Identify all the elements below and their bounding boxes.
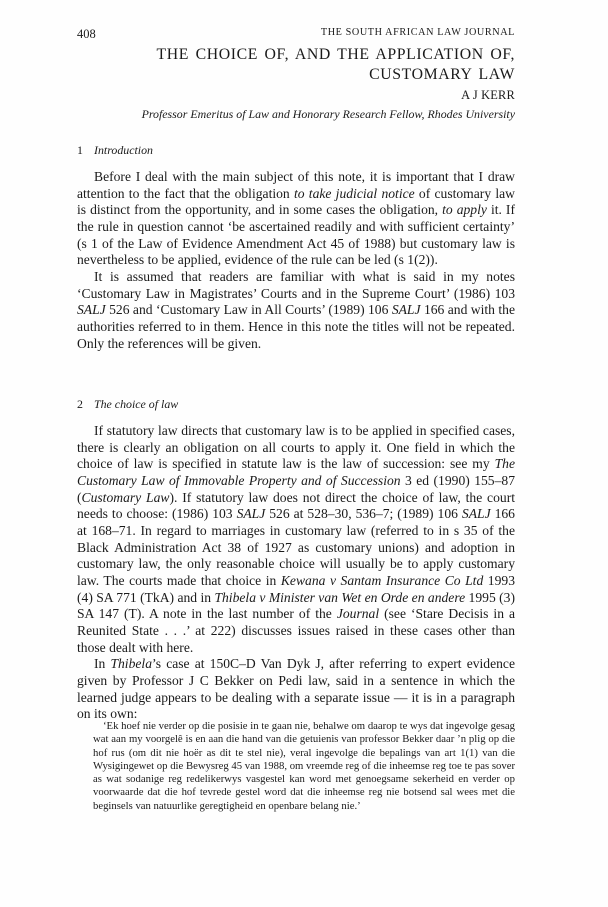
paragraph: If statutory law directs that customary law is to be applied in specified cases, there is clearly an obligation on all courts to apply it. One field in which the choice of law is specified in statute law is the law of succession: see my The Customary Law of Immovable Property and of Succession 3 ed (1990) 155–87 (Customary Law). If statutory law does not direct the choice of law, the court needs to choose: (1986) 103 SALJ 526 at 528–30, 536–7; (1989) 106 SALJ 166 at 168–71. In regard to marriages in customary law (referred to in s 35 of the Black Administration Act 38 of 1927 as customary unions) and adoption in customary law, the only reasonable choice will usually be to apply customary law. The courts made that choice in Kewana v Santam Insurance Co Ltd 1993 (4) SA 771 (TkA) and in Thibela v Minister van Wet en Orde en andere 1995 (3) SA 147 (T). A note in the last number of the Journal (see ‘Stare Decisis in a Reunited State . . .’ at 222) discusses issues raised in these cases other than those dealt with here. xyxy=(77,423,516,655)
paragraph: It is assumed that readers are familiar with what is said in my notes ‘Customary Law in Magistrates’ Courts and in the Supreme Court’ (1986) 103 SALJ 526 and ‘Customary Law in All Courts’ (1989) 106 SALJ 166 and with the authorities referred to in them. Hence in this note the titles will not be repeated. Only the references will be given. xyxy=(77,268,515,351)
author-affiliation: Professor Emeritus of Law and Honorary Research Fellow, Rhodes University xyxy=(141,107,515,121)
section-number: 2 xyxy=(77,397,83,411)
article-title xyxy=(157,45,515,85)
section-1-body xyxy=(77,169,515,352)
journal-title: THE SOUTH AFRICAN LAW JOURNAL xyxy=(320,27,515,38)
section-heading-introduction xyxy=(77,143,153,158)
block-quote xyxy=(93,720,515,813)
paragraph: Before I deal with the main subject of this note, it is important that I draw attention to the fact that the obligation to take judicial notice of customary law is distinct from the opportunity, and in some cases the obligation, to apply it. If the rule in question cannot ‘be ascertained readily and with sufficient certainty’ (s 1 of the Law of Evidence Amendment Act 45 of 1988) but customary law is nevertheless to be applied, evidence of the rule can be led (s 1(2)). xyxy=(77,169,515,268)
section-title: Introduction xyxy=(94,143,154,157)
section-number: 1 xyxy=(77,143,83,157)
paragraph: In Thibela’s case at 150C–D Van Dyk J, after referring to expert evidence given by Professor J C Bekker on Pedi law, said in a sentence in which the learned judge appears to be dealing with a separate issue — it is in a paragraph on its own: xyxy=(77,656,515,722)
section-heading-choice-of-law xyxy=(77,397,178,412)
article-title-line-2: CUSTOMARY LAW xyxy=(369,66,515,83)
section-title: The choice of law xyxy=(94,397,179,411)
page-number: 408 xyxy=(77,27,96,41)
quote-text: ‘Ek hoef nie verder op die posisie in te gaan nie, behalwe om daarop te wys dat ingevolge gesag wat aan my voorgelê is en aan die hand van die getuienis van professor Bekker daar ’n plig op die hof rus (om dit nie hoër as dit te stel nie), veral ingevolge die bepalings van art 1(1) van die Wysigingewet op die Bewysreg 45 van 1988, om vreemde reg of die inheemse reg toe te pas sover as wat sodanige reg redelikerwys vasgestel kan word met genoegsame sekerheid en verder op voorwaarde dat die hof tevrede gestel word dat die inheemse reg nie botsend sal wees met die beginsels van natuurlike geregtigheid en openbare belang nie.’ xyxy=(93,720,515,812)
author-name: A J KERR xyxy=(461,88,515,102)
running-head xyxy=(77,27,515,43)
article-title-line-1: THE CHOICE OF, AND THE APPLICATION OF, xyxy=(156,46,515,63)
section-2-body xyxy=(77,423,515,723)
